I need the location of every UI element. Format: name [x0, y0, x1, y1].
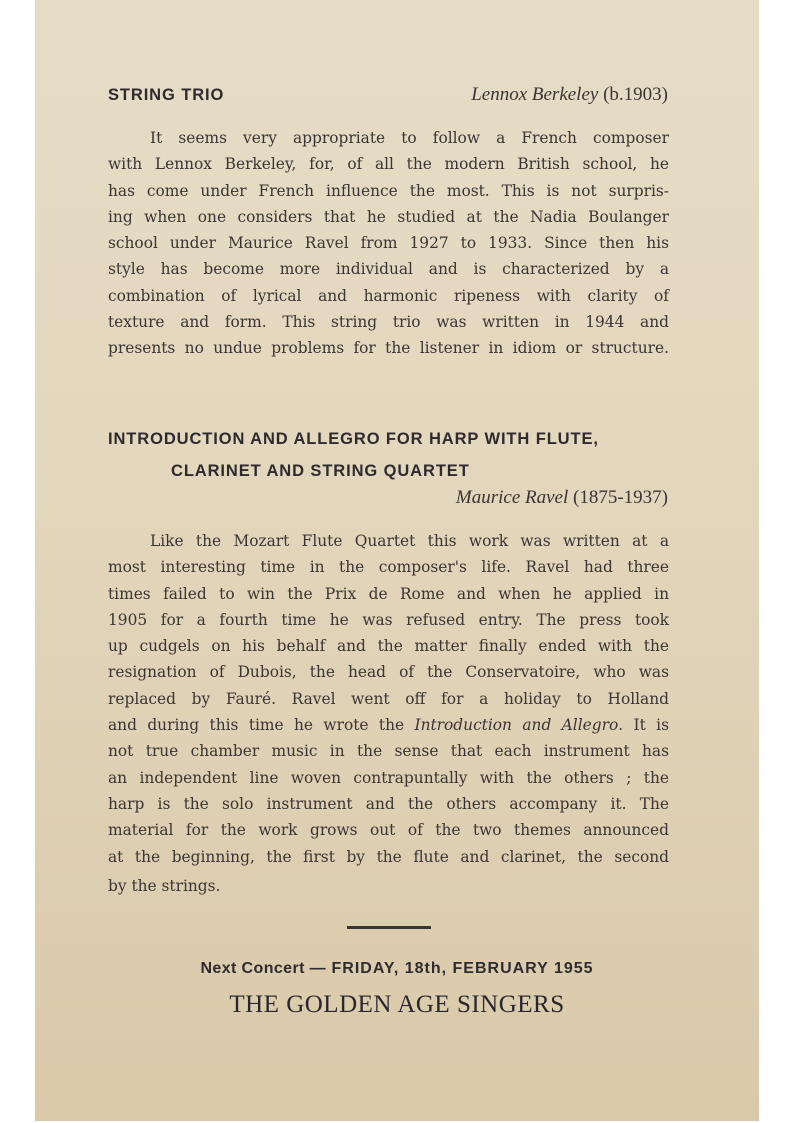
work-title-italic: Introduction and Allegro: [414, 716, 619, 735]
text-line: Like the Mozart Flute Quartet this work was written at a: [150, 532, 669, 550]
text-line: resignation of Dubois, the head of the Conservatoire, who was: [108, 663, 669, 682]
text-line: texture and form. This string trio was written in 1944 and: [108, 313, 669, 332]
text-line: with Lennox Berkeley, for, of all the modern British school, he: [108, 155, 669, 174]
text-segment: and during this time he wrote the: [108, 716, 415, 735]
text-line: harp is the solo instrument and the others accompany it. The: [108, 794, 669, 813]
composer-berkeley: [471, 84, 668, 106]
section-title-line2: CLARINET AND STRING QUARTET: [171, 462, 470, 480]
text-line: most interesting time in the composer's life. Ravel had three: [108, 558, 669, 577]
composer-name: Lennox Berkeley: [471, 84, 599, 105]
composer-ravel: [456, 487, 668, 509]
next-concert-label: Next Concert —: [200, 960, 327, 977]
text-line: combination of lyrical and harmonic ripeness with clarity of: [108, 286, 669, 305]
composer-dates: (b.1903): [603, 84, 668, 105]
text-segment: . It is: [618, 716, 669, 735]
text-line: school under Maurice Ravel from 1927 to 1933. Since then his: [108, 234, 669, 253]
composer-dates: (1875-1937): [573, 487, 668, 508]
text-line: style has become more individual and is characterized by a: [108, 260, 669, 279]
next-concert-line: [0, 960, 794, 978]
text-line: material for the work grows out of the two themes announced: [108, 821, 669, 840]
text-line: not true chamber music in the sense that each instrument has: [108, 742, 669, 761]
section-title-line1: INTRODUCTION AND ALLEGRO FOR HARP WITH FLUTE,: [108, 430, 599, 448]
text-line: times failed to win the Prix de Rome and when he applied in: [108, 584, 669, 603]
text-line: an independent line woven contrapuntally with the others ; the: [108, 768, 669, 787]
text-line: has come under French influence the most. This is not surpris-: [108, 181, 669, 200]
text-line: ing when one considers that he studied at the Nadia Boulanger: [108, 207, 669, 226]
composer-name: Maurice Ravel: [455, 487, 569, 508]
paragraph-string-trio: [108, 125, 669, 362]
text-line: at the beginning, the first by the flute and clarinet, the second: [108, 847, 669, 866]
text-line: 1905 for a fourth time he was refused entry. The press took: [108, 610, 669, 629]
divider-rule: [347, 926, 431, 929]
section-title-string-trio: STRING TRIO: [108, 86, 225, 104]
next-concert-performer: THE GOLDEN AGE SINGERS: [229, 991, 565, 1018]
text-line: up cudgels on his behalf and the matter finally ended with the: [108, 637, 669, 656]
text-line: [108, 712, 669, 738]
text-line: replaced by Fauré. Ravel went off for a holiday to Holland: [108, 689, 669, 708]
text-line: presents no undue problems for the listener in idiom or structure.: [108, 339, 669, 358]
paragraph-introduction-allegro: [108, 528, 669, 899]
text-line: It seems very appropriate to follow a French composer: [150, 129, 669, 147]
next-concert-date: FRIDAY, 18th, FEBRUARY 1955: [331, 960, 594, 977]
text-line: by the strings.: [108, 876, 221, 895]
